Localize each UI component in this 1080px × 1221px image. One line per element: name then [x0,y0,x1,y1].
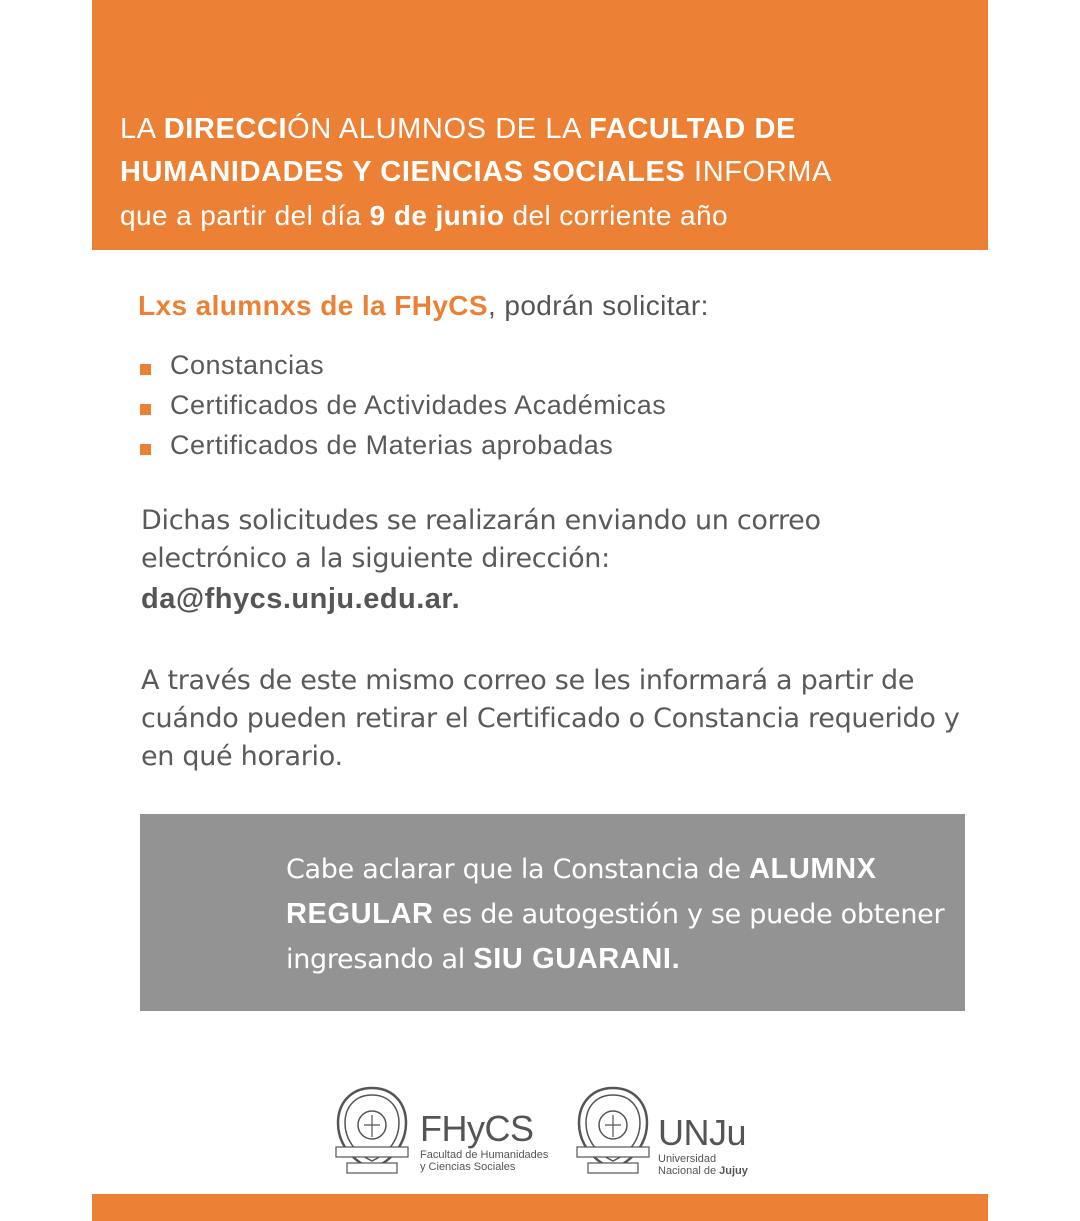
note-box [140,814,965,1011]
square-bullet-icon [140,404,151,415]
header-line-1: LA DIRECCIÓN ALUMNOS DE LA FACULTAD DE [120,113,796,145]
header-line-3: que a partir del día 9 de junio del corriente año [120,200,728,231]
instructions-paragraph: Dichas solicitudes se realizarán enviando un correo electrónico a la siguiente dirección: [141,505,821,574]
header-line-2: HUMANIDADES Y CIENCIAS SOCIALES INFORMA [120,156,832,188]
list-item: Certificados de Materias aprobadas [140,425,666,465]
unju-name: UNJu [658,1112,747,1153]
lead-sentence [138,290,709,322]
lead-rest: , podrán solicitar: [488,290,709,321]
note-text: Cabe aclarar que la Constancia de ALUMNX REGULAR es de autogestión y se puede obtener ingresando al SIU GUARANI. [286,853,945,975]
university-seal-icon [333,1085,411,1180]
request-list [140,345,666,465]
list-item: Certificados de Actividades Académicas [140,385,666,425]
lead-accent: Lxs alumnxs de la FHyCS [138,290,488,321]
square-bullet-icon [140,364,151,375]
fhycs-name: FHyCS [420,1108,534,1149]
unju-brand [658,1113,748,1177]
fhycs-brand [420,1109,548,1173]
logos-row [0,1085,1080,1185]
university-seal-icon [574,1085,652,1180]
fhycs-sub-2: y Ciencias Sociales [420,1161,516,1173]
email-address: da@fhycs.unju.edu.ar. [141,583,461,615]
unju-sub-1: Universidad [658,1153,717,1165]
footer-band [92,1194,988,1221]
pickup-paragraph: A través de este mismo correo se les informará a partir de cuándo pueden retirar el Certificado o Constancia requerido y en qué horario. [141,665,960,772]
unju-sub-2: Nacional de Jujuy [658,1165,748,1177]
header-announcement [120,108,970,237]
list-item: Constancias [140,345,666,385]
fhycs-sub-1: Facultad de Humanidades [420,1149,549,1161]
square-bullet-icon [140,444,151,455]
